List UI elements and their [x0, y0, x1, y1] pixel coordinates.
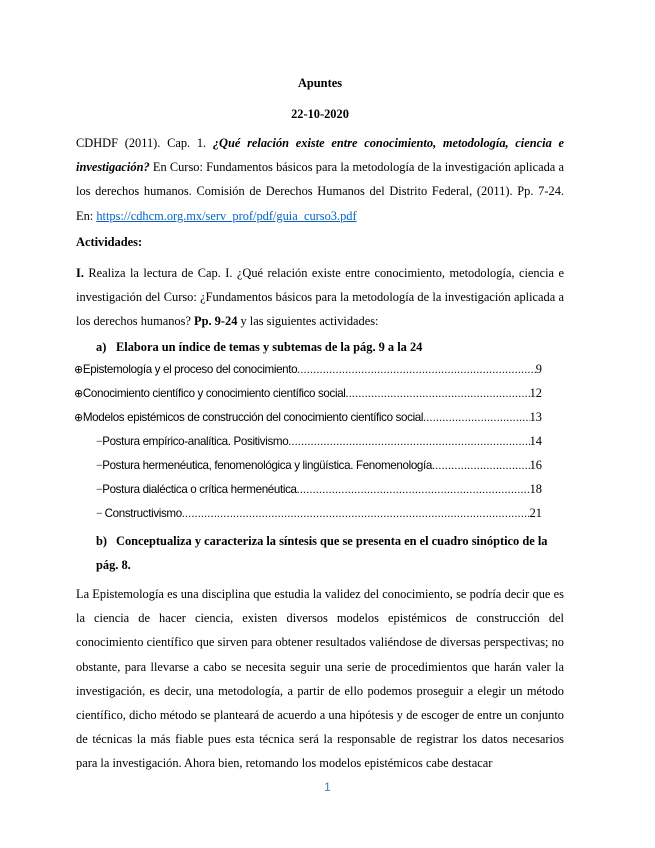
activities-heading: Actividades:: [76, 235, 143, 249]
reference-lead: CDHDF (2011). Cap. 1.: [76, 136, 213, 150]
toc-item-title: Epistemología y el proceso del conocimiento: [82, 363, 298, 376]
dash-bullet-icon: −: [96, 507, 103, 520]
body-paragraph: La Epistemología es una disciplina que estudia la validez del conocimiento, se podría decir que es la ciencia de hacer ciencia, existen diversos modelos epistémicos de construcción del conocimiento científico que sirven para obtener resultados valiéndose de diversas perspectivas; no obstante, para llevarse a cabo se necesita seguir una serie de procedimientos que harán valer la investigación, es decir, una metodología, a partir de ello podemos proseguir a elegir un método científico, dicho método se planteará de acuerdo a una hipótesis y de escoger de entre un conjunto de técnicas la más fiable pues esta técnica será la responsable de registrar los datos necesarios para la investigación. Ahora bien, retomando los modelos epistémicos cabe destacar: [76, 587, 564, 771]
toc-item: [74, 410, 542, 428]
toc-item-title: Postura empírico-analítica. Positivismo: [102, 435, 289, 448]
task-a-heading: [96, 335, 566, 359]
activity-one-text-b: y las siguientes actividades:: [237, 314, 379, 329]
task-b-text: Conceptualiza y caracteriza la síntesis que se presenta en el cuadro sinóptico de la pág. 8.: [96, 534, 548, 573]
toc-item-page: 21: [529, 506, 542, 520]
dash-bullet-icon: −: [96, 483, 103, 496]
toc-leader-dots: [432, 459, 530, 472]
toc-item: [74, 386, 542, 404]
activity-one-paragraph: [76, 261, 564, 334]
toc-item-page: 16: [529, 458, 542, 472]
toc-item-title: Postura hermenéutica, fenomenológica y lingüística. Fenomenología: [102, 459, 432, 472]
dash-bullet-icon: −: [96, 459, 103, 472]
dash-bullet-icon: −: [96, 435, 103, 448]
toc-leader-dots: [182, 507, 530, 520]
toc-subitem: [96, 458, 542, 476]
toc-item-title: Constructivismo: [104, 507, 182, 520]
task-a-label: a): [96, 340, 107, 354]
task-b-heading: [96, 529, 566, 577]
reference-title: ¿Qué relación existe entre conocimiento, metodología, ciencia e investigación?: [76, 136, 564, 175]
toc-item-title: Postura dialéctica o crítica hermenéutica: [102, 483, 297, 496]
circled-plus-icon: ⊕: [74, 411, 83, 424]
toc-item-page: 18: [529, 482, 542, 496]
circled-plus-icon: ⊕: [74, 387, 83, 400]
toc-leader-dots: [297, 483, 530, 496]
toc-item-title: Modelos epistémicos de construcción del conocimiento científico social: [82, 411, 424, 424]
activity-one-pages: Pp. 9-24: [194, 314, 238, 329]
toc-leader-dots: [423, 411, 529, 424]
reference-rest: En Curso: Fundamentos básicos para la metodología de la investigación aplicada a los derechos humanos. Comisión de Derechos Humanos del Distrito Federal, (2011). Pp. 7-24. En:: [76, 160, 564, 223]
toc-subitem: [96, 434, 542, 452]
toc-subitem: [96, 482, 542, 500]
task-a-text: Elabora un índice de temas y subtemas de la pág. 9 a la 24: [116, 340, 423, 354]
toc-item-title: Conocimiento científico y conocimiento científico social: [82, 387, 346, 400]
page-number: 1: [324, 780, 331, 794]
reference-paragraph: [76, 131, 564, 228]
toc-item-page: 9: [535, 362, 542, 376]
toc-item-page: 14: [529, 434, 542, 448]
toc-leader-dots: [346, 387, 530, 400]
activity-one-label: I.: [76, 266, 84, 280]
toc-item: [74, 362, 542, 380]
document-title: Apuntes: [297, 76, 343, 90]
toc-leader-dots: [288, 435, 529, 448]
toc-item-page: 12: [529, 386, 542, 400]
toc-item-page: 13: [529, 410, 542, 424]
toc-leader-dots: [297, 363, 536, 376]
circled-plus-icon: ⊕: [74, 363, 83, 376]
reference-link[interactable]: https://cdhcm.org.mx/serv_prof/pdf/guia_curso3.pdf: [96, 208, 357, 223]
toc-subitem: [96, 506, 542, 524]
activity-one-text-a: Realiza la lectura de Cap. I. ¿Qué relación existe entre conocimiento, metodología, ciencia e investigación del Curso: ¿Fundamentos básicos para la metodología de la investigación aplicada a los derechos humanos?: [76, 266, 564, 329]
document-date: 22-10-2020: [291, 107, 349, 121]
task-b-label: b): [96, 534, 108, 548]
